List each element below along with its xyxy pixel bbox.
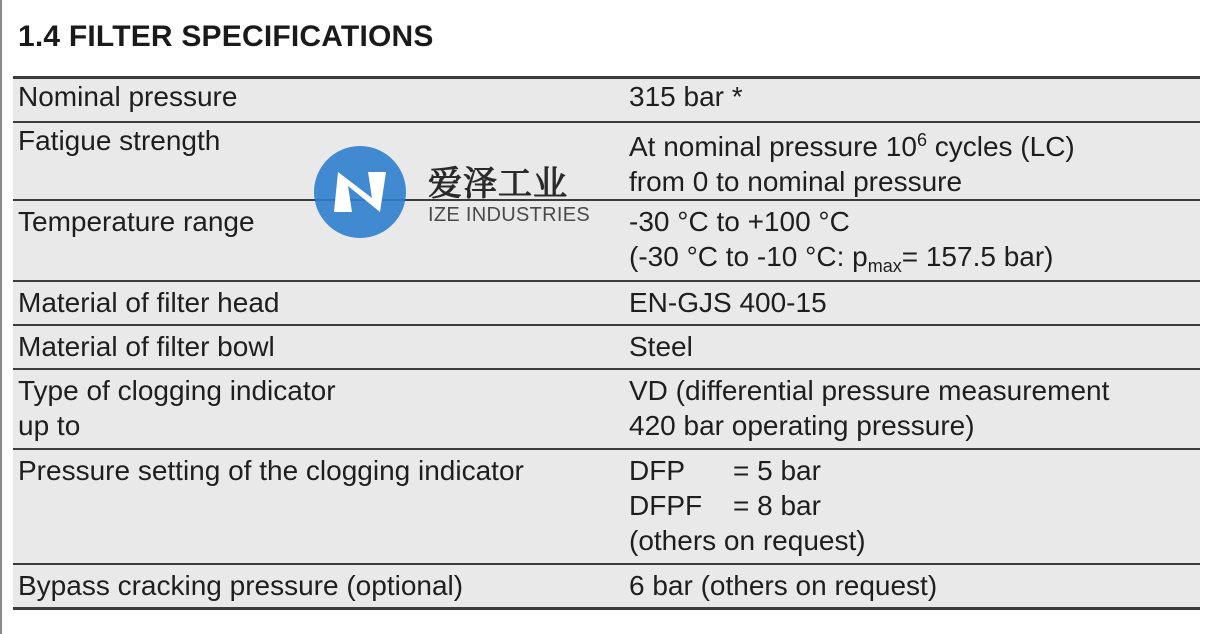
table-row <box>13 563 1200 607</box>
row-label: Material of filter bowl <box>18 331 275 362</box>
row-value: EN-GJS 400-15 <box>629 287 827 318</box>
table-row <box>13 121 1200 199</box>
table-row <box>13 280 1200 324</box>
subscript-max: max <box>867 256 902 276</box>
row-label: Material of filter head <box>18 287 280 318</box>
section-heading: 1.4 FILTER SPECIFICATIONS <box>18 20 434 53</box>
table-row <box>13 368 1200 448</box>
row-value: 6 bar (others on request) <box>629 570 938 601</box>
row-value: Steel <box>629 331 693 362</box>
table-row <box>13 448 1200 563</box>
row-value: At nominal pressure $10^6$ cycles (LC) from 0 to nominal pressure <box>629 130 1075 197</box>
row-label: Temperature range <box>18 206 255 237</box>
row-value: 315 bar * <box>629 81 743 112</box>
row-label: Fatigue strength <box>18 125 221 156</box>
row-label: Bypass cracking pressure (optional) <box>18 570 464 601</box>
table-row <box>13 324 1200 368</box>
row-label: Pressure setting of the clogging indicator <box>18 455 524 486</box>
watermark-english-text: IZE INDUSTRIES <box>428 204 590 226</box>
row-label: Nominal pressure <box>18 81 238 112</box>
watermark-chinese-text: 爱泽工业 <box>428 164 568 204</box>
row-value: DFP = 5 bar DFPF = 8 bar (others on request) <box>629 455 866 556</box>
row-value: VD (differential pressure measurement 420 bar operating pressure) <box>629 375 1110 441</box>
table-row <box>13 199 1200 280</box>
table-row <box>13 79 1200 121</box>
superscript-exponent: 6 <box>916 130 927 150</box>
spec-table <box>13 76 1200 610</box>
row-value: -30 °C to +100 °C (-30 °C to -10 °C: $p_{max}= 157.5$ bar) <box>629 206 1054 276</box>
row-label: Type of clogging indicator up to <box>18 375 336 441</box>
left-edge-rule <box>0 0 2 634</box>
